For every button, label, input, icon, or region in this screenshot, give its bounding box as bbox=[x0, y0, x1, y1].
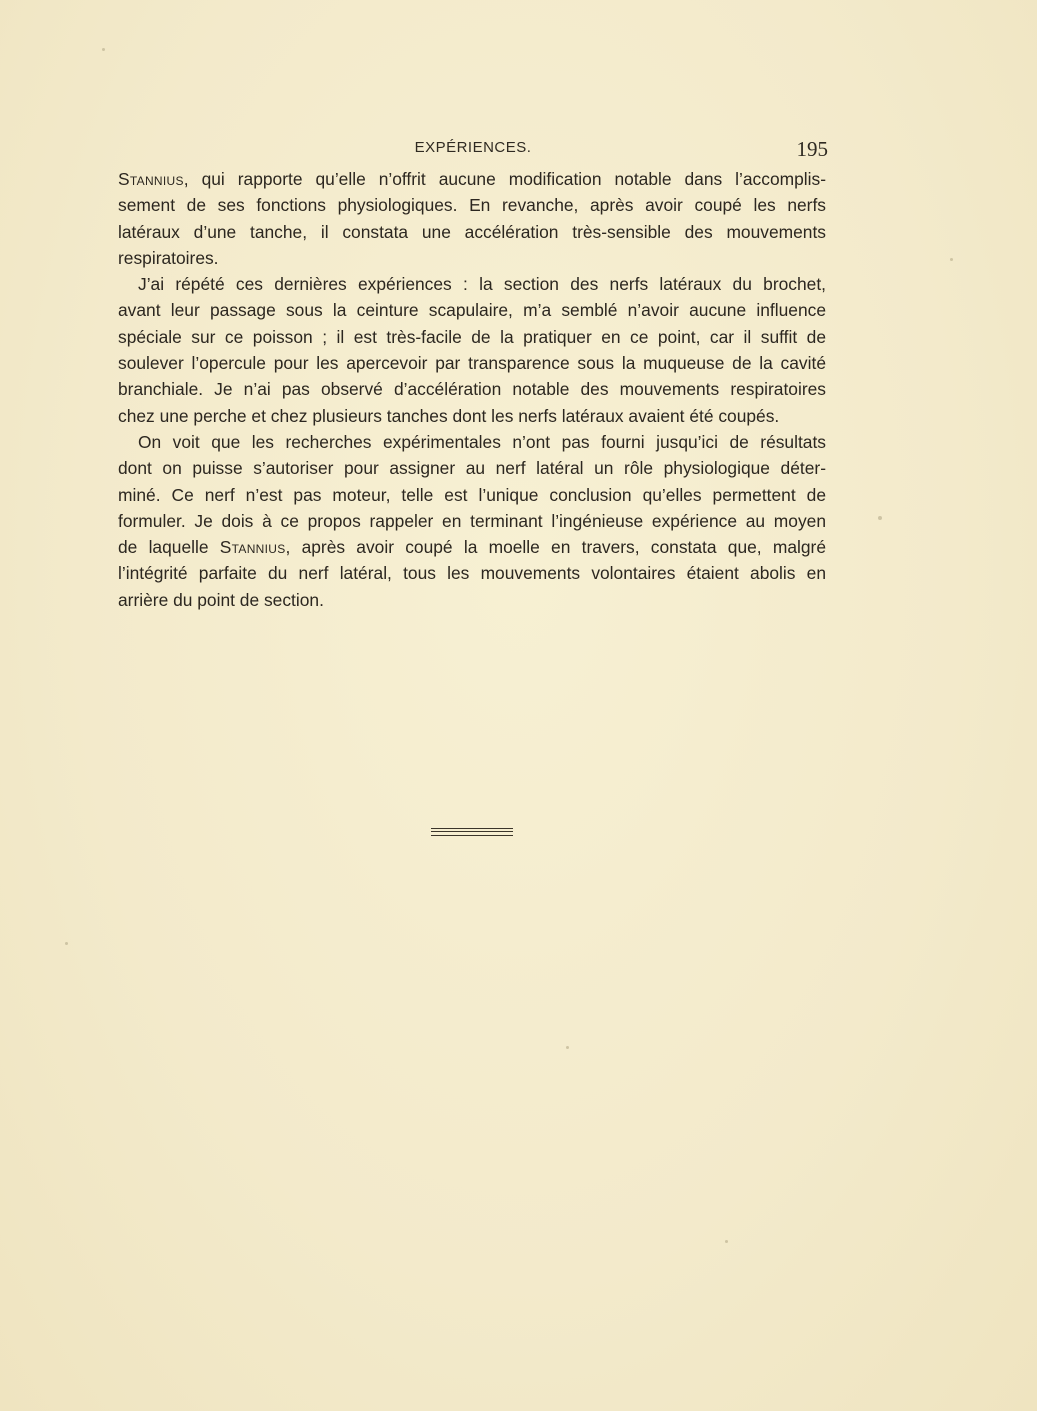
text-line: Stannius, qui rapporte qu’elle n’offrit aucune modification notable dans l’accomplis- bbox=[118, 169, 826, 189]
text-line: avant leur passage sous la ceinture scapulaire, m’a semblé n’avoir aucune influence bbox=[118, 300, 826, 321]
paper-speck bbox=[65, 942, 68, 945]
text-line: spéciale sur ce poisson ; il est très-facile de la pratiquer en ce point, car il suffit de bbox=[118, 326, 826, 347]
text-line: latéraux d’une tanche, il constata une accélération très-sensible des mouvements bbox=[118, 221, 826, 242]
paragraph-1 bbox=[118, 166, 826, 271]
text-line: J’ai répété ces dernières expériences : la section des nerfs latéraux du brochet, bbox=[138, 274, 826, 295]
paragraph-2 bbox=[118, 271, 826, 429]
text-line: sement de ses fonctions physiologiques. En revanche, après avoir coupé les nerfs bbox=[118, 195, 826, 216]
author-name: Stannius bbox=[118, 169, 184, 189]
text-line: formuler. Je dois à ce propos rappeler en terminant l’ingénieuse expérience au moyen bbox=[118, 510, 826, 531]
running-head bbox=[118, 139, 828, 163]
running-title: EXPÉRIENCES. bbox=[414, 139, 532, 156]
paper-speck bbox=[878, 516, 882, 520]
text-line: On voit que les recherches expérimentales n’ont pas fourni jusqu’ici de résultats bbox=[138, 431, 826, 452]
page-number: 195 bbox=[796, 137, 828, 161]
paper-speck bbox=[566, 1046, 569, 1049]
text-line: respiratoires. bbox=[118, 247, 219, 268]
paragraph-3 bbox=[118, 429, 826, 613]
author-name: Stannius bbox=[219, 537, 286, 558]
paper-speck bbox=[950, 258, 953, 261]
text-line: miné. Ce nerf n’est pas moteur, telle est l’unique conclusion qu’elles permettent de bbox=[118, 484, 826, 505]
text-line: arrière du point de section. bbox=[118, 589, 324, 610]
text-line: branchiale. Je n’ai pas observé d’accélération notable des mouvements respiratoires bbox=[118, 379, 826, 400]
paper-speck bbox=[725, 1240, 728, 1243]
text-line: soulever l’opercule pour les apercevoir par transparence sous la muqueuse de la cavité bbox=[118, 353, 826, 374]
text-line: de laquelle Stannius, après avoir coupé la moelle en travers, constata que, malgré bbox=[118, 537, 826, 558]
text-line: l’intégrité parfaite du nerf latéral, tous les mouvements volontaires étaient abolis en bbox=[118, 563, 826, 584]
text-line: chez une perche et chez plusieurs tanches dont les nerfs latéraux avaient été coupés. bbox=[118, 405, 780, 426]
end-of-chapter-rule bbox=[431, 828, 513, 836]
body-text bbox=[118, 166, 826, 613]
paper-speck bbox=[102, 48, 105, 51]
text-line: dont on puisse s’autoriser pour assigner au nerf latéral un rôle physiologique déter- bbox=[118, 458, 826, 479]
